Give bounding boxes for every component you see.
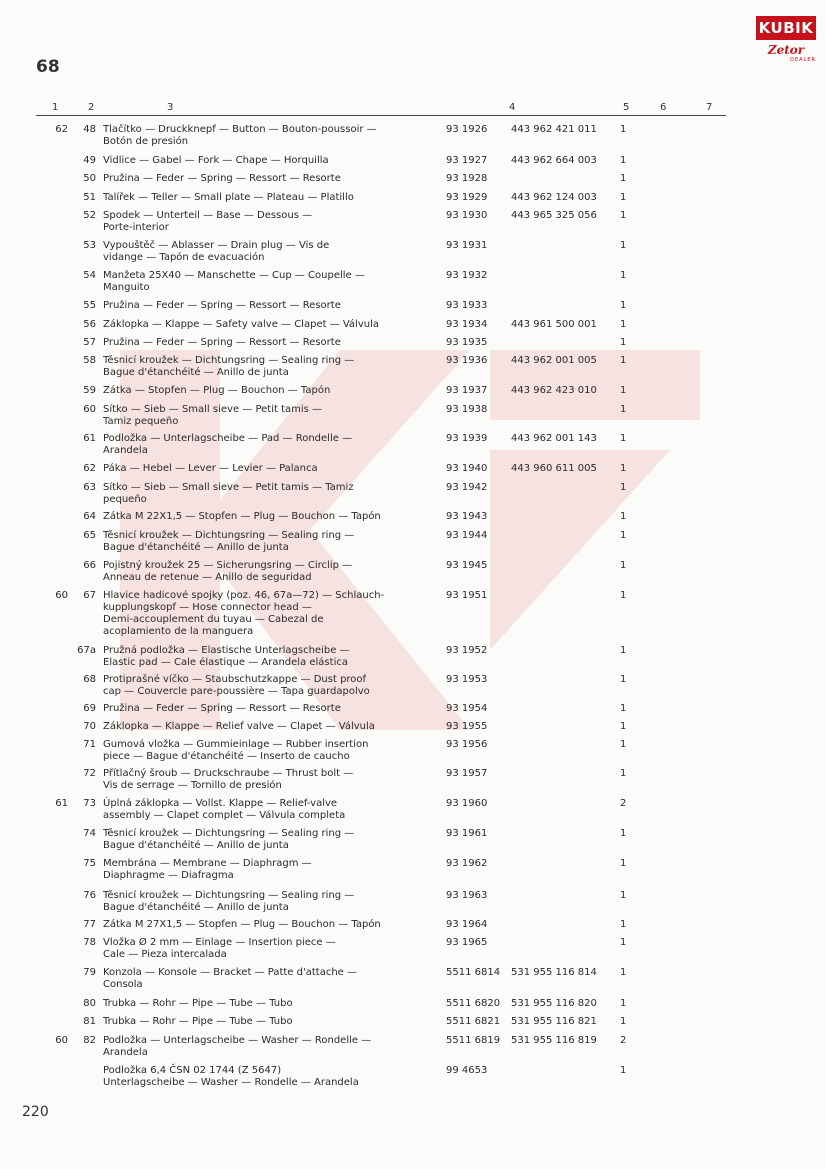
description-line: pequeño xyxy=(103,494,147,505)
description-line: Porte-interior xyxy=(103,222,169,233)
part-description xyxy=(103,967,357,991)
quantity: 1 xyxy=(620,173,627,184)
quantity: 1 xyxy=(620,270,627,281)
position-number: 68 xyxy=(83,674,96,685)
position-number: 61 xyxy=(83,433,96,444)
position-number: 73 xyxy=(83,798,96,809)
quantity: 1 xyxy=(620,319,627,330)
description-line: Bague d'étanchéité — Anillo de junta xyxy=(103,902,289,913)
part-description xyxy=(103,433,352,457)
description-line: Přítlačný šroub — Druckschraube — Thrust bolt — xyxy=(103,768,354,779)
description-line: Pružina — Feder — Spring — Ressort — Resorte xyxy=(103,300,341,311)
part-description xyxy=(103,937,336,961)
part-code: 99 4653 xyxy=(446,1065,488,1076)
part-code: 5511 6814 xyxy=(446,967,501,978)
description-line: Podložka 6,4 ČSN 02 1744 (Z 5647) xyxy=(103,1065,282,1076)
description-line: Spodek — Unterteil — Base — Dessous — xyxy=(103,210,313,221)
part-code: 93 1932 xyxy=(446,270,488,281)
description-line: Anneau de retenue — Anillo de seguridad xyxy=(103,572,312,583)
part-description xyxy=(103,1016,293,1028)
position-number: 80 xyxy=(83,998,96,1009)
part-description xyxy=(103,645,350,669)
quantity: 1 xyxy=(620,739,627,750)
position-number: 58 xyxy=(83,355,96,366)
description-line: Vis de serrage — Tornillo de presión xyxy=(103,780,282,791)
quantity: 1 xyxy=(620,385,627,396)
logo-dealer-text: DEALER xyxy=(790,57,816,63)
position-number: 78 xyxy=(83,937,96,948)
part-code: 5511 6820 xyxy=(446,998,501,1009)
part-description xyxy=(103,463,318,475)
description-line: Unterlagscheibe — Washer — Rondelle — Arandela xyxy=(103,1077,359,1088)
part-code: 93 1934 xyxy=(446,319,488,330)
position-number: 52 xyxy=(83,210,96,221)
part-description xyxy=(103,739,368,763)
part-description xyxy=(103,192,354,204)
part-description xyxy=(103,319,379,331)
part-description xyxy=(103,919,381,931)
column-header-7: 7 xyxy=(706,102,713,113)
part-description xyxy=(103,337,341,349)
part-description xyxy=(103,798,345,822)
position-number: 53 xyxy=(83,240,96,251)
part-description xyxy=(103,858,312,882)
description-line: assembly — Clapet complet — Válvula completa xyxy=(103,810,346,821)
quantity: 1 xyxy=(620,300,627,311)
description-line: Podložka — Unterlagscheibe — Washer — Rondelle — xyxy=(103,1035,372,1046)
position-number: 55 xyxy=(83,300,96,311)
description-line: Vidlice — Gabel — Fork — Chape — Horquilla xyxy=(103,155,329,166)
position-number: 54 xyxy=(83,270,96,281)
part-description xyxy=(103,1035,371,1059)
position-number: 69 xyxy=(83,703,96,714)
quantity: 1 xyxy=(620,967,627,978)
part-code: 93 1956 xyxy=(446,739,488,750)
description-line: Talířek — Teller — Small plate — Plateau — Platillo xyxy=(103,192,354,203)
description-line: Záklopka — Klappe — Relief valve — Clapet — Válvula xyxy=(103,721,375,732)
part-description xyxy=(103,404,322,428)
quantity: 1 xyxy=(620,155,627,166)
part-code: 93 1940 xyxy=(446,463,488,474)
column-header-5: 5 xyxy=(623,102,630,113)
quantity: 1 xyxy=(620,530,627,541)
quantity: 1 xyxy=(620,919,627,930)
description-line: acoplamiento de la manguera xyxy=(103,626,254,637)
position-number: 70 xyxy=(83,721,96,732)
part-code: 93 1955 xyxy=(446,721,488,732)
position-number: 82 xyxy=(83,1035,96,1046)
position-number: 59 xyxy=(83,385,96,396)
quantity: 1 xyxy=(620,998,627,1009)
description-line: Pružná podložka — Elastische Unterlagscheibe — xyxy=(103,645,350,656)
quantity: 1 xyxy=(620,1065,627,1076)
description-line: Arandela xyxy=(103,1047,148,1058)
quantity: 1 xyxy=(620,590,627,601)
part-code: 93 1931 xyxy=(446,240,488,251)
logo-kubik-text: KUBIK xyxy=(756,16,816,40)
description-line: Manžeta 25X40 — Manschette — Cup — Coupelle — xyxy=(103,270,365,281)
description-line: Protiprašné víčko — Staubschutzkappe — Dust proof xyxy=(103,674,367,685)
part-code: 5511 6819 xyxy=(446,1035,501,1046)
position-number: 51 xyxy=(83,192,96,203)
description-line: Těsnicí kroužek — Dichtungsring — Sealing ring — xyxy=(103,828,355,839)
description-line: Úplná záklopka — Vollst. Klappe — Relief-valve xyxy=(103,798,338,809)
part-number: 531 955 116 819 xyxy=(511,1035,597,1046)
part-description xyxy=(103,560,352,584)
figure-number: 60 xyxy=(55,1035,68,1046)
part-code: 93 1943 xyxy=(446,511,488,522)
description-line: Vložka Ø 2 mm — Einlage — Insertion piece — xyxy=(103,937,336,948)
description-line: Pojistný kroužek 25 — Sicherungsring — Circlip — xyxy=(103,560,353,571)
part-number: 531 955 116 814 xyxy=(511,967,597,978)
description-line: Bague d'étanchéité — Anillo de junta xyxy=(103,542,289,553)
part-description xyxy=(103,240,329,264)
description-line: Konzola — Konsole — Bracket — Patte d'attache — xyxy=(103,967,357,978)
part-code: 93 1964 xyxy=(446,919,488,930)
position-number: 74 xyxy=(83,828,96,839)
quantity: 1 xyxy=(620,433,627,444)
description-line: Diaphragme — Diafragma xyxy=(103,870,234,881)
quantity: 1 xyxy=(620,210,627,221)
position-number: 62 xyxy=(83,463,96,474)
description-line: Trubka — Rohr — Pipe — Tube — Tubo xyxy=(103,1016,293,1027)
position-number: 63 xyxy=(83,482,96,493)
figure-number: 61 xyxy=(55,798,68,809)
description-line: Sítko — Sieb — Small sieve — Petit tamis — xyxy=(103,404,323,415)
position-number: 67a xyxy=(77,645,96,656)
quantity: 1 xyxy=(620,890,627,901)
part-description xyxy=(103,890,354,914)
part-number: 443 962 664 003 xyxy=(511,155,597,166)
description-line: cap — Couvercle pare-poussière — Tapa guardapolvo xyxy=(103,686,370,697)
quantity: 1 xyxy=(620,674,627,685)
position-number: 64 xyxy=(83,511,96,522)
part-code: 93 1930 xyxy=(446,210,488,221)
quantity: 1 xyxy=(620,768,627,779)
part-number: 443 962 001 143 xyxy=(511,433,597,444)
position-number: 79 xyxy=(83,967,96,978)
part-code: 93 1952 xyxy=(446,645,488,656)
quantity: 1 xyxy=(620,240,627,251)
part-number: 443 962 001 005 xyxy=(511,355,597,366)
description-line: Zátka M 27X1,5 — Stopfen — Plug — Bouchon — Tapón xyxy=(103,919,381,930)
quantity: 1 xyxy=(620,355,627,366)
part-number: 443 960 611 005 xyxy=(511,463,597,474)
position-number: 49 xyxy=(83,155,96,166)
part-code: 93 1951 xyxy=(446,590,488,601)
description-line: vidange — Tapón de evacuación xyxy=(103,252,265,263)
description-line: Záklopka — Klappe — Safety valve — Clapet — Válvula xyxy=(103,319,380,330)
part-description xyxy=(103,674,370,698)
description-line: Vypouštěč — Ablasser — Drain plug — Vis de xyxy=(103,240,330,251)
description-line: piece — Bague d'étanchéité — Inserto de caucho xyxy=(103,751,350,762)
part-description xyxy=(103,155,329,167)
figure-number: 60 xyxy=(55,590,68,601)
position-number: 57 xyxy=(83,337,96,348)
part-code: 93 1937 xyxy=(446,385,488,396)
part-code: 93 1936 xyxy=(446,355,488,366)
part-description xyxy=(103,173,341,185)
part-code: 93 1942 xyxy=(446,482,488,493)
part-description xyxy=(103,1065,359,1089)
quantity: 1 xyxy=(620,124,627,135)
description-line: kupplungskopf — Hose connector head — xyxy=(103,602,312,613)
description-line: Zátka — Stopfen — Plug — Bouchon — Tapón xyxy=(103,385,331,396)
position-number: 76 xyxy=(83,890,96,901)
quantity: 1 xyxy=(620,482,627,493)
description-line: Demi-accouplement du tuyau — Cabezal de xyxy=(103,614,324,625)
column-header-4: 4 xyxy=(509,102,516,113)
part-description xyxy=(103,385,330,397)
description-line: Páka — Hebel — Lever — Levier — Palanca xyxy=(103,463,318,474)
description-line: Consola xyxy=(103,979,143,990)
kubik-zetor-logo xyxy=(756,16,816,68)
position-number: 77 xyxy=(83,919,96,930)
quantity: 1 xyxy=(620,511,627,522)
position-number: 81 xyxy=(83,1016,96,1027)
quantity: 1 xyxy=(620,337,627,348)
part-code: 93 1944 xyxy=(446,530,488,541)
part-number: 443 961 500 001 xyxy=(511,319,597,330)
part-code: 93 1961 xyxy=(446,828,488,839)
position-number: 65 xyxy=(83,530,96,541)
part-code: 93 1926 xyxy=(446,124,488,135)
part-description xyxy=(103,828,354,852)
description-line: Manguito xyxy=(103,282,150,293)
position-number: 71 xyxy=(83,739,96,750)
part-number: 443 962 423 010 xyxy=(511,385,597,396)
position-number: 50 xyxy=(83,173,96,184)
part-number: 531 955 116 821 xyxy=(511,1016,597,1027)
part-number: 443 962 421 011 xyxy=(511,124,597,135)
quantity: 1 xyxy=(620,404,627,415)
position-number: 60 xyxy=(83,404,96,415)
quantity: 1 xyxy=(620,1016,627,1027)
quantity: 1 xyxy=(620,645,627,656)
description-line: Těsnicí kroužek — Dichtungsring — Sealing ring — xyxy=(103,890,355,901)
part-description xyxy=(103,482,354,506)
description-line: Elastic pad — Cale élastique — Arandela elástica xyxy=(103,657,348,668)
position-number: 75 xyxy=(83,858,96,869)
column-header-2: 2 xyxy=(88,102,95,113)
quantity: 2 xyxy=(620,798,627,809)
description-line: Tlačítko — Druckknepf — Button — Bouton-poussoir — xyxy=(103,124,377,135)
part-code: 93 1965 xyxy=(446,937,488,948)
column-header-3: 3 xyxy=(167,102,174,113)
part-code: 93 1957 xyxy=(446,768,488,779)
part-code: 93 1963 xyxy=(446,890,488,901)
position-number: 56 xyxy=(83,319,96,330)
quantity: 1 xyxy=(620,937,627,948)
part-code: 93 1928 xyxy=(446,173,488,184)
part-code: 93 1945 xyxy=(446,560,488,571)
description-line: Bague d'étanchéité — Anillo de junta xyxy=(103,840,289,851)
part-description xyxy=(103,355,354,379)
part-description xyxy=(103,703,341,715)
quantity: 1 xyxy=(620,703,627,714)
logo-zetor-text: Zetor xyxy=(767,43,805,57)
page-number-bottom: 220 xyxy=(22,1104,49,1120)
description-line: Sítko — Sieb — Small sieve — Petit tamis — Tamiz xyxy=(103,482,354,493)
description-line: Arandela xyxy=(103,445,148,456)
part-description xyxy=(103,511,381,523)
part-description xyxy=(103,210,312,234)
page-number-top: 68 xyxy=(36,57,60,77)
quantity: 1 xyxy=(620,828,627,839)
quantity: 1 xyxy=(620,721,627,732)
description-line: Pružina — Feder — Spring — Ressort — Resorte xyxy=(103,703,341,714)
description-line: Hlavice hadicové spojky (poz. 46, 67a—72) — Schlauch- xyxy=(103,590,385,601)
description-line: Tamiz pequeño xyxy=(103,416,179,427)
part-description xyxy=(103,998,293,1010)
description-line: Membrána — Membrane — Diaphragm — xyxy=(103,858,312,869)
part-description xyxy=(103,300,341,312)
position-number: 72 xyxy=(83,768,96,779)
position-number: 48 xyxy=(83,124,96,135)
description-line: Zátka M 22X1,5 — Stopfen — Plug — Bouchon — Tapón xyxy=(103,511,381,522)
part-code: 93 1960 xyxy=(446,798,488,809)
part-code: 93 1929 xyxy=(446,192,488,203)
part-code: 93 1935 xyxy=(446,337,488,348)
part-description xyxy=(103,530,354,554)
part-code: 93 1933 xyxy=(446,300,488,311)
description-line: Cale — Pieza intercalada xyxy=(103,949,227,960)
part-number: 531 955 116 820 xyxy=(511,998,597,1009)
part-description xyxy=(103,768,353,792)
part-code: 93 1938 xyxy=(446,404,488,415)
position-number: 66 xyxy=(83,560,96,571)
part-description xyxy=(103,124,377,148)
part-code: 93 1953 xyxy=(446,674,488,685)
part-code: 5511 6821 xyxy=(446,1016,501,1027)
description-line: Gumová vložka — Gummieinlage — Rubber insertion xyxy=(103,739,369,750)
description-line: Podložka — Unterlagscheibe — Pad — Rondelle — xyxy=(103,433,353,444)
position-number: 67 xyxy=(83,590,96,601)
quantity: 1 xyxy=(620,192,627,203)
part-code: 93 1954 xyxy=(446,703,488,714)
description-line: Pružina — Feder — Spring — Ressort — Resorte xyxy=(103,337,341,348)
quantity: 1 xyxy=(620,560,627,571)
quantity: 1 xyxy=(620,463,627,474)
part-description xyxy=(103,590,384,638)
column-header-6: 6 xyxy=(660,102,667,113)
quantity: 1 xyxy=(620,858,627,869)
description-line: Bague d'étanchéité — Anillo de junta xyxy=(103,367,289,378)
part-number: 443 962 124 003 xyxy=(511,192,597,203)
description-line: Těsnicí kroužek — Dichtungsring — Sealing ring — xyxy=(103,355,355,366)
description-line: Těsnicí kroužek — Dichtungsring — Sealing ring — xyxy=(103,530,355,541)
description-line: Botón de presión xyxy=(103,136,189,147)
column-header-1: 1 xyxy=(52,102,59,113)
part-code: 93 1962 xyxy=(446,858,488,869)
description-line: Trubka — Rohr — Pipe — Tube — Tubo xyxy=(103,998,293,1009)
part-number: 443 965 325 056 xyxy=(511,210,597,221)
header-rule xyxy=(36,115,726,116)
part-description xyxy=(103,721,375,733)
description-line: Pružina — Feder — Spring — Ressort — Resorte xyxy=(103,173,341,184)
part-description xyxy=(103,270,365,294)
part-code: 93 1939 xyxy=(446,433,488,444)
figure-number: 62 xyxy=(55,124,68,135)
part-code: 93 1927 xyxy=(446,155,488,166)
quantity: 2 xyxy=(620,1035,627,1046)
